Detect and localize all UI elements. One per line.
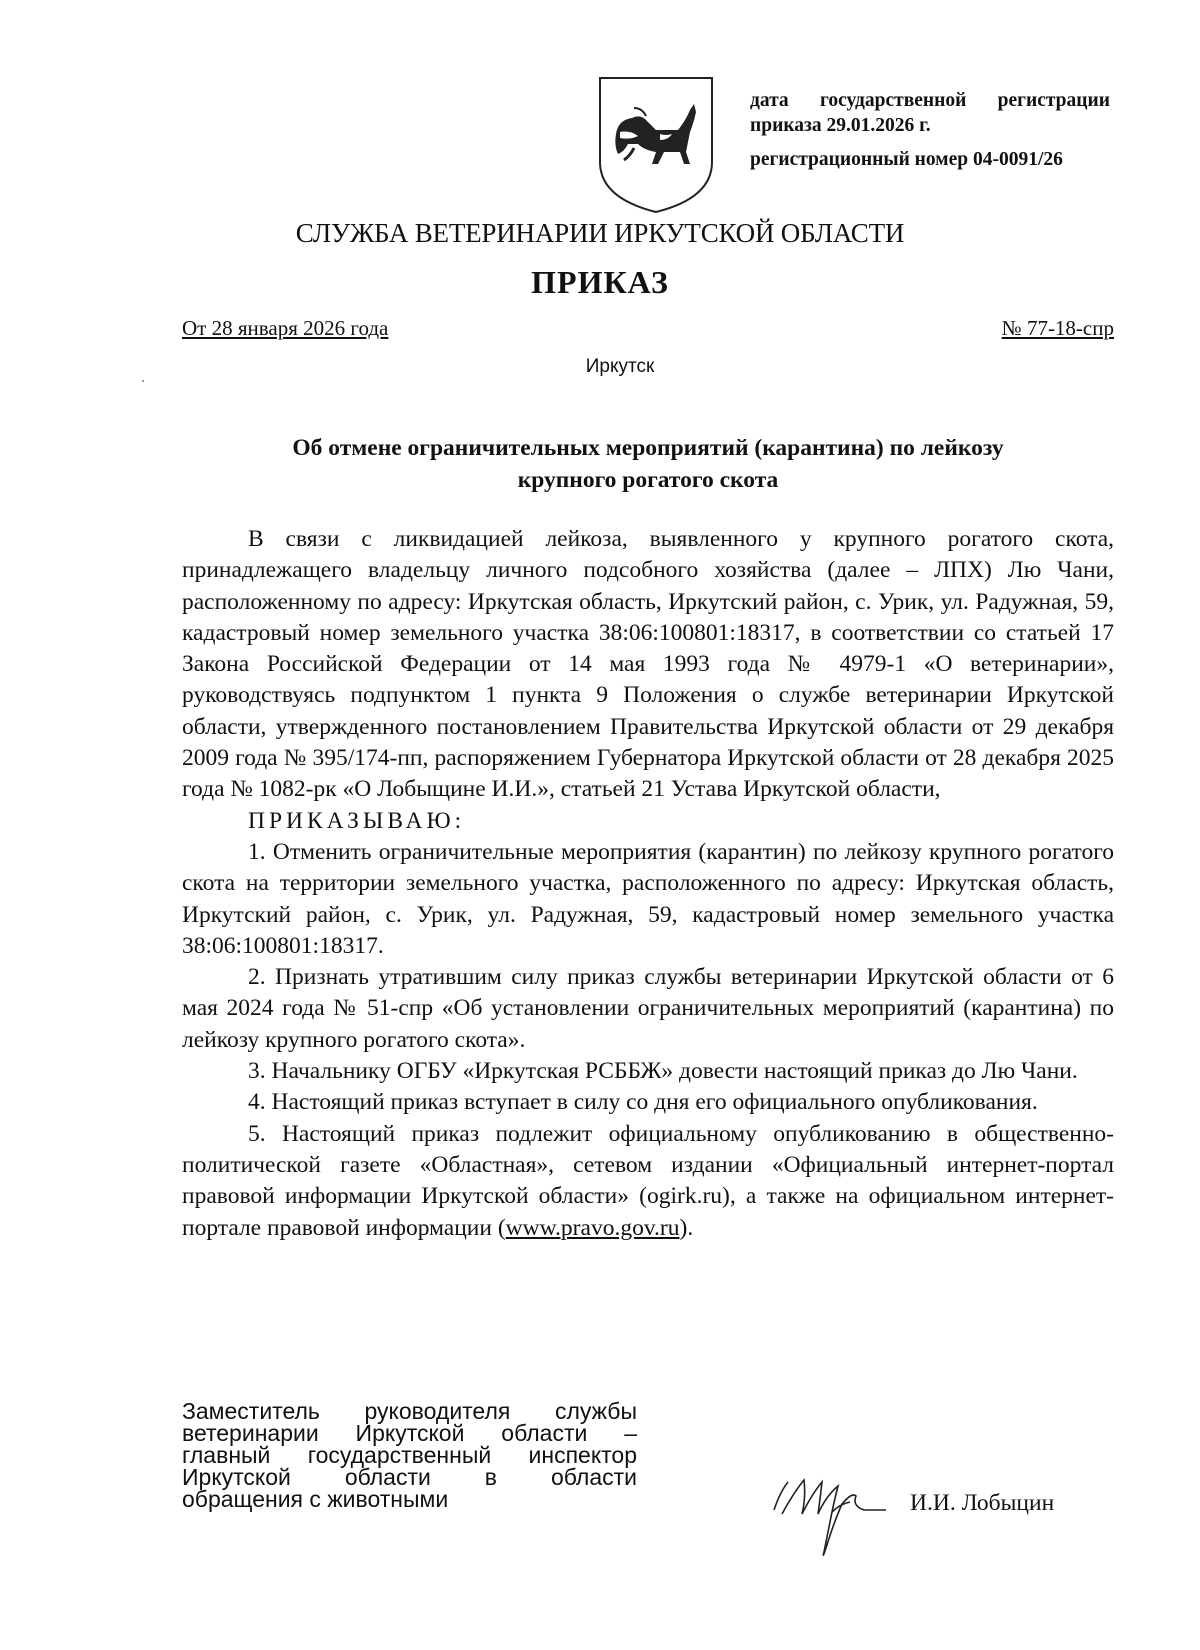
order-title: [182, 432, 1114, 496]
order-title-line-1: Об отмене ограничительных мероприятий (карантина) по лейкозу: [292, 435, 1004, 461]
signer-position-line-5: обращения с животными: [182, 1486, 449, 1512]
order-number: № 77-18-спр: [1001, 316, 1114, 340]
order-item-2: 2. Признать утратившим силу приказ службы ветеринарии Иркутской области от 6 мая 2024 года № 51-спр «Об установлении ограничительных мероприятий (карантина) по лейкозу крупного рогатого скота».: [182, 964, 1114, 1053]
scan-speck: [142, 380, 144, 382]
order-item-4: 4. Настоящий приказ вступает в силу со дня его официального опубликования.: [248, 1089, 1038, 1116]
agency-name: СЛУЖБА ВЕТЕРИНАРИИ ИРКУТСКОЙ ОБЛАСТИ: [295, 218, 905, 248]
order-directive: ПРИКАЗЫВАЮ:: [248, 807, 466, 834]
order-body: [182, 524, 1114, 1244]
order-title-line-2: крупного рогатого скота: [517, 467, 779, 493]
pravo-portal-link[interactable]: www.pravo.gov.ru: [505, 1214, 680, 1241]
order-city: Иркутск: [585, 356, 655, 377]
order-item-5-end: ).: [679, 1214, 694, 1241]
preamble-paragraph: В связи с ликвидацией лейкоза, выявленного у крупного рогатого скота, принадлежащего владельцу личного подсобного хозяйства (далее – ЛПХ) Лю Чани, расположенному по адресу: Иркутская область, Иркутский район, с. Урик, ул. Радужная, 59, кадастровый номер земельного участка 38:06:100801:18317, в соответствии со статьей 17 Закона Российской Федерации от 14 мая 1993 года № 4979-1 «О ветеринарии», руководствуясь подпунктом 1 пункта 9 Положения о службе ветеринарии Иркутской области, утвержденного постановлением Правительства Иркутской области от 29 декабря 2009 года № 395/174-пп, распоряжением Губернатора Иркутской области от 28 декабря 2025 года № 1082-рк «О Лобыщине И.И.», статьей 21 Устава Иркутской области,: [182, 526, 1114, 803]
handwritten-signature: [768, 1452, 898, 1562]
registration-number: регистрационный номер 04-0091/26: [750, 149, 1063, 170]
signer-position-line-2: ветеринарии Иркутской области –: [182, 1420, 637, 1446]
signer-name: И.И. Лобыцин: [910, 1490, 1055, 1516]
signer-position-line-4: Иркутской области в области: [182, 1464, 637, 1490]
order-item-5: [182, 1119, 1114, 1244]
registration-info: [750, 88, 1110, 172]
registration-word-1: дата: [750, 90, 789, 111]
order-item-1: 1. Отменить ограничительные мероприятия (карантин) по лейкозу крупного рогатого скота на территории земельного участка, расположенного по адресу: Иркутская область, Иркутский район, с. Урик, ул. Радужная, 59, кадастровый номер земельного участка 38:06:100801:18317.: [182, 838, 1114, 959]
coat-of-arms-emblem: [594, 74, 718, 214]
order-item-5-text: 5. Настоящий приказ подлежит официальному опубликованию в общественно-политической газете «Областная», сетевом издании «Официальный интернет-портал правовой информации Иркутской области» (ogirk.ru), а также на официальном интернет-портале правовой информации (: [182, 1120, 1114, 1241]
signer-position-line-1: Заместитель руководителя службы: [182, 1398, 637, 1424]
registration-word-2: государственной: [819, 90, 967, 111]
signer-position: [182, 1400, 637, 1510]
signer-position-line-3: главный государственный инспектор: [182, 1442, 637, 1468]
document-type: ПРИКАЗ: [531, 264, 669, 300]
order-item-3: 3. Начальнику ОГБУ «Иркутская РСББЖ» довести настоящий приказ до Лю Чани.: [248, 1058, 1078, 1085]
registration-word-3: регистрации: [997, 90, 1110, 111]
registration-date: приказа 29.01.2026 г.: [750, 115, 931, 136]
registration-date-label-line: [750, 88, 1110, 113]
order-date: От 28 января 2026 года: [182, 316, 389, 340]
